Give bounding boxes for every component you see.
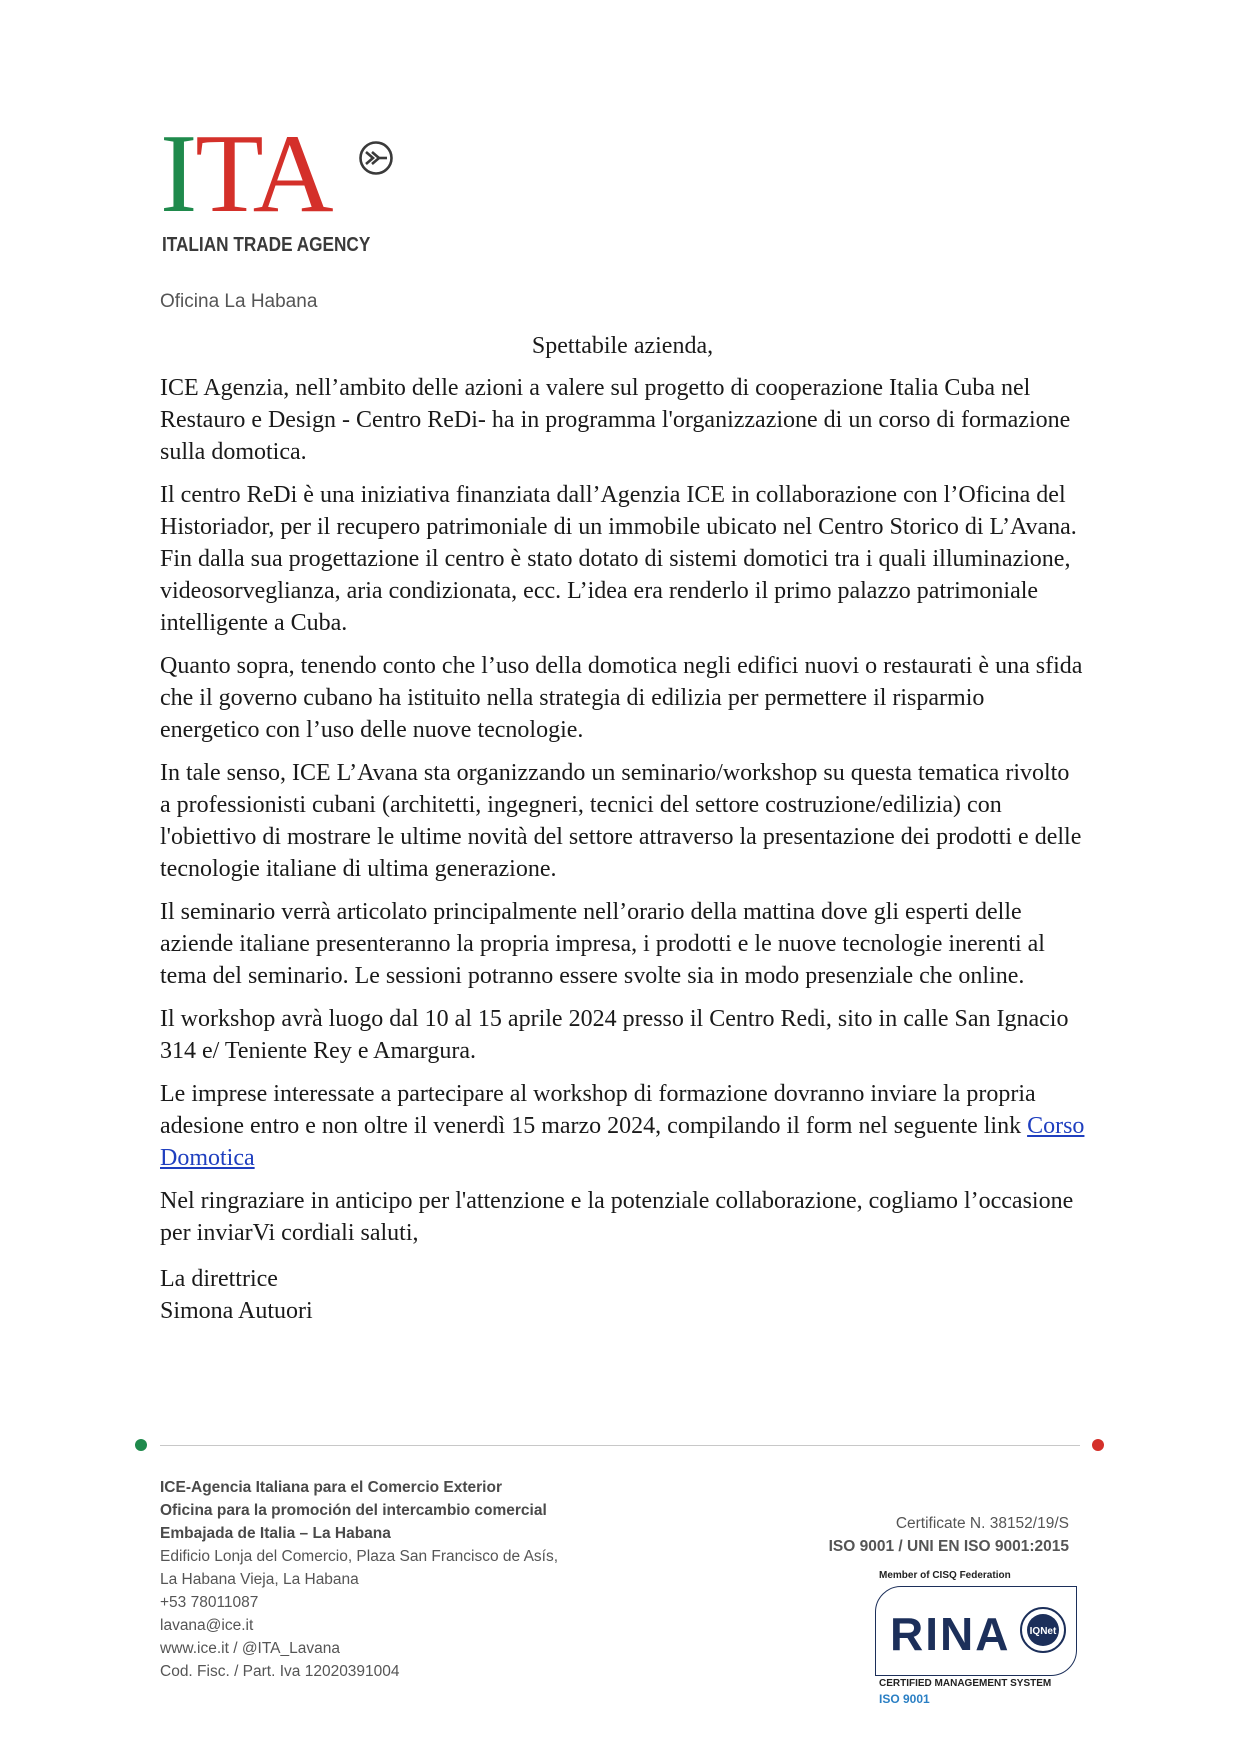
paragraph-1: ICE Agenzia, nell’ambito delle azioni a valere sul progetto di cooperazione Italia Cuba nel Restauro e Design - Centro ReDi- ha in programma l'organizzazione di un corso di formazione sulla domotica.	[160, 375, 1071, 465]
footer-green-dot	[135, 1439, 147, 1451]
ita-logo	[160, 112, 400, 266]
paragraph-3: Quanto sopra, tenendo conto che l’uso della domotica negli edifici nuovi o restaurati è una sfida che il governo cubano ha istituito nella strategia di edilizia per permettere il risparmio energetico con l’uso delle nuove tecnologie.	[160, 653, 1083, 743]
footer-address-line-2: La Habana Vieja, La Habana	[160, 1571, 359, 1588]
iqnet-label: IQNet	[1029, 1626, 1057, 1637]
rina-logo-word: RINA	[890, 1608, 1011, 1660]
letter-body	[160, 330, 1085, 1327]
ita-logo-wordmark: ITA	[160, 112, 332, 236]
paragraph-registration	[160, 1078, 1085, 1174]
paragraph-2: Il centro ReDi è una iniziativa finanziata dall’Agenzia ICE in collaborazione con l’Oficina del Historiador, per il recupero patrimoniale di un immobile ubicato nel Centro Storico di L’Avana. Fin dalla sua progettazione il centro è stato dotato di sistemi domotici tra i quali illuminazione, videosorveglianza, aria condizionata, ecc. L’idea era renderlo il primo palazzo patrimoniale intelligente a Cuba.	[160, 482, 1077, 636]
footer-divider	[160, 1445, 1080, 1446]
logo-subtitle: ITALIAN TRADE AGENCY	[162, 234, 371, 256]
signature-name: Simona Autuori	[160, 1298, 313, 1324]
salutation: Spettabile azienda,	[531, 333, 714, 359]
certificate-number: Certificate N. 38152/19/S	[895, 1515, 1069, 1532]
footer-email[interactable]: lavana@ice.it	[160, 1617, 254, 1634]
rina-certification-badge	[875, 1570, 1081, 1706]
corso-domotica-link[interactable]: Corso Domotica	[160, 1113, 1085, 1171]
iso-standard: ISO 9001 / UNI EN ISO 9001:2015	[828, 1538, 1069, 1555]
signature-role: La direttrice	[160, 1266, 278, 1292]
iqnet-seal-icon	[1018, 1605, 1068, 1655]
closing-paragraph: Nel ringraziare in anticipo per l'attenzione e la potenziale collaborazione, cogliamo l’occasione per inviarVi cordiali saluti,	[160, 1188, 1074, 1246]
footer-address-line-1: Edificio Lonja del Comercio, Plaza San Francisco de Asís,	[160, 1548, 559, 1565]
registration-text: Le imprese interessate a partecipare al workshop di formazione dovranno inviare la propria adesione entro e non oltre il venerdì 15 marzo 2024, compilando il form nel seguente link	[160, 1081, 1036, 1139]
footer-org-line-1: ICE-Agencia Italiana para el Comercio Exterior	[160, 1479, 502, 1496]
office-name: Oficina La Habana	[160, 291, 318, 312]
footer-phone: +53 78011087	[160, 1594, 259, 1611]
footer-org-line-2: Oficina para la promoción del intercambio comercial	[160, 1502, 547, 1519]
rina-badge-frame	[875, 1586, 1077, 1676]
paragraph-4: In tale senso, ICE L’Avana sta organizzando un seminario/workshop su questa tematica rivolto a professionisti cubani (architetti, ingegneri, tecnici del settore costruzione/edilizia) con l'obiettivo di mostrare le ultime novità del settore attraverso la presentazione dei prodotti e delle tecnologie italiane di ultima generazione.	[160, 760, 1082, 882]
paragraph-5: Il seminario verrà articolato principalmente nell’orario della mattina dove gli esperti delle aziende italiane presenteranno la propria impresa, i prodotti e le nuove tecnologie inerenti al tema del seminario. Le sessioni potranno essere svolte sia in modo presenziale che online.	[160, 899, 1045, 989]
ita-arrow-icon	[358, 140, 394, 176]
footer-web[interactable]: www.ice.it / @ITA_Lavana	[160, 1640, 340, 1657]
rina-cms-text: CERTIFIED MANAGEMENT SYSTEM	[879, 1678, 1052, 1689]
footer-org-line-3: Embajada de Italia – La Habana	[160, 1525, 391, 1542]
certificate-block	[829, 1512, 1069, 1558]
footer-fiscal: Cod. Fisc. / Part. Iva 12020391004	[160, 1663, 400, 1680]
paragraph-6: Il workshop avrà luogo dal 10 al 15 aprile 2024 presso il Centro Redi, sito in calle San Ignacio 314 e/ Teniente Rey e Amargura.	[160, 1006, 1069, 1064]
footer-red-dot	[1092, 1439, 1104, 1451]
rina-member-text: Member of CISQ Federation	[879, 1570, 1011, 1581]
footer-contact	[160, 1476, 558, 1683]
rina-iso-text: ISO 9001	[879, 1692, 930, 1706]
signature	[160, 1263, 1085, 1327]
